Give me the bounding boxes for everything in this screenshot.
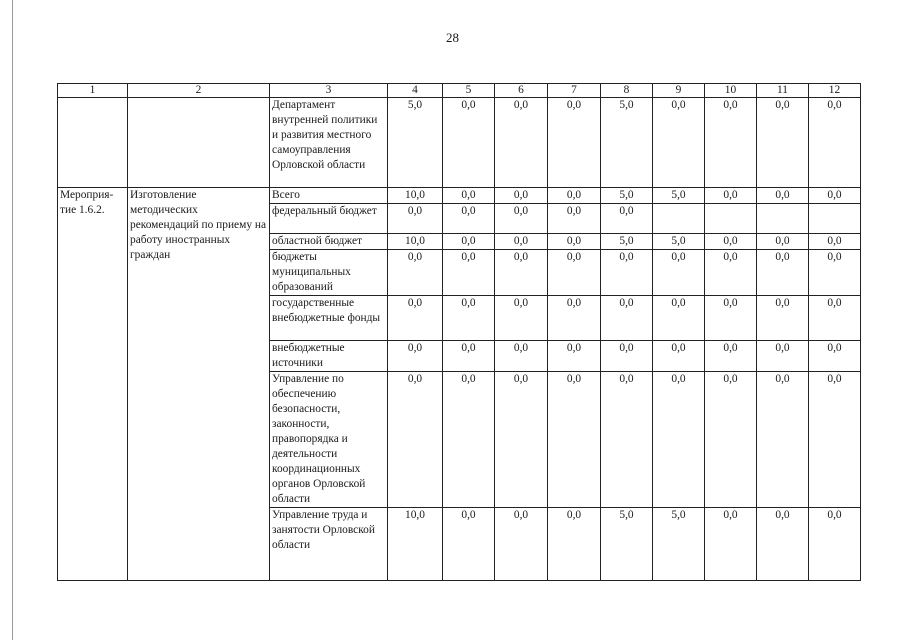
value-cell: 0,0 [757, 250, 809, 296]
value-cell: 5,0 [601, 234, 653, 250]
value-cell: 0,0 [809, 234, 861, 250]
value-cell: 0,0 [601, 372, 653, 508]
value-cell: 0,0 [653, 296, 705, 341]
value-cell: 0,0 [388, 341, 443, 372]
value-cell: 0,0 [388, 204, 443, 234]
measure-name-cell: Изготовление методических рекомендаций по приему на работу иностранных граждан [128, 188, 270, 581]
value-cell: 0,0 [548, 188, 601, 204]
value-cell: 10,0 [388, 234, 443, 250]
value-cell: 0,0 [705, 296, 757, 341]
value-cell: 0,0 [495, 234, 548, 250]
column-header: 12 [809, 84, 861, 98]
value-cell: 0,0 [601, 250, 653, 296]
value-cell [809, 204, 861, 234]
value-cell: 0,0 [495, 341, 548, 372]
column-header: 3 [270, 84, 388, 98]
value-cell: 0,0 [705, 341, 757, 372]
value-cell: 0,0 [757, 296, 809, 341]
value-cell [653, 204, 705, 234]
column-header: 10 [705, 84, 757, 98]
value-cell: 0,0 [809, 250, 861, 296]
value-cell: 0,0 [601, 341, 653, 372]
value-cell: 0,0 [809, 372, 861, 508]
column-header: 2 [128, 84, 270, 98]
value-cell: 0,0 [443, 250, 495, 296]
value-cell [757, 204, 809, 234]
value-cell: 0,0 [388, 250, 443, 296]
funding-source-cell: областной бюджет [270, 234, 388, 250]
value-cell: 0,0 [548, 508, 601, 581]
value-cell: 0,0 [757, 188, 809, 204]
value-cell: 0,0 [388, 296, 443, 341]
value-cell: 5,0 [653, 234, 705, 250]
value-cell: 0,0 [548, 372, 601, 508]
value-cell: 0,0 [653, 98, 705, 188]
value-cell: 0,0 [495, 204, 548, 234]
value-cell: 0,0 [809, 98, 861, 188]
column-header: 11 [757, 84, 809, 98]
value-cell: 0,0 [548, 250, 601, 296]
funding-source-cell: бюджеты муниципальных образований [270, 250, 388, 296]
value-cell: 0,0 [443, 204, 495, 234]
value-cell: 0,0 [705, 372, 757, 508]
column-header: 7 [548, 84, 601, 98]
value-cell: 0,0 [705, 250, 757, 296]
value-cell: 5,0 [653, 508, 705, 581]
value-cell: 0,0 [809, 296, 861, 341]
value-cell: 0,0 [757, 508, 809, 581]
value-cell: 0,0 [705, 234, 757, 250]
column-header: 6 [495, 84, 548, 98]
value-cell: 10,0 [388, 508, 443, 581]
column-header: 5 [443, 84, 495, 98]
value-cell: 0,0 [495, 188, 548, 204]
column-header: 8 [601, 84, 653, 98]
value-cell: 5,0 [653, 188, 705, 204]
value-cell: 0,0 [443, 234, 495, 250]
value-cell: 0,0 [548, 234, 601, 250]
value-cell: 5,0 [388, 98, 443, 188]
column-header: 4 [388, 84, 443, 98]
value-cell: 0,0 [443, 508, 495, 581]
page-number: 28 [446, 30, 459, 45]
column-header: 1 [58, 84, 128, 98]
value-cell: 0,0 [443, 372, 495, 508]
measure-name-cell [128, 98, 270, 188]
value-cell: 0,0 [443, 341, 495, 372]
value-cell: 0,0 [601, 296, 653, 341]
value-cell: 0,0 [495, 372, 548, 508]
value-cell: 0,0 [548, 204, 601, 234]
funding-source-cell: федеральный бюджет [270, 204, 388, 234]
value-cell: 0,0 [443, 188, 495, 204]
funding-source-cell: Управление труда и занятости Орловской области [270, 508, 388, 581]
value-cell: 5,0 [601, 508, 653, 581]
value-cell: 10,0 [388, 188, 443, 204]
value-cell: 0,0 [495, 250, 548, 296]
table-row [58, 188, 861, 204]
value-cell: 0,0 [388, 372, 443, 508]
value-cell: 0,0 [705, 508, 757, 581]
value-cell: 0,0 [757, 98, 809, 188]
value-cell: 0,0 [653, 372, 705, 508]
funding-source-cell: внебюджетные источники [270, 341, 388, 372]
measure-code-cell: Мероприя-тие 1.6.2. [58, 188, 128, 581]
value-cell: 0,0 [495, 98, 548, 188]
funding-source-cell: Управление по обеспечению безопасности, законности, правопорядка и деятельности координационных органов Орловской области [270, 372, 388, 508]
value-cell [705, 204, 757, 234]
value-cell: 0,0 [548, 341, 601, 372]
value-cell: 0,0 [809, 508, 861, 581]
value-cell: 0,0 [443, 98, 495, 188]
measure-code-cell [58, 98, 128, 188]
scan-edge-line [12, 0, 13, 640]
value-cell: 0,0 [601, 204, 653, 234]
value-cell: 0,0 [809, 188, 861, 204]
value-cell: 0,0 [653, 341, 705, 372]
value-cell: 0,0 [705, 188, 757, 204]
column-number-header-row [58, 84, 861, 98]
value-cell: 5,0 [601, 98, 653, 188]
column-header: 9 [653, 84, 705, 98]
value-cell: 0,0 [705, 98, 757, 188]
funding-source-cell: государственные внебюджетные фонды [270, 296, 388, 341]
value-cell: 0,0 [548, 98, 601, 188]
value-cell: 0,0 [495, 508, 548, 581]
value-cell: 0,0 [757, 234, 809, 250]
value-cell: 0,0 [809, 341, 861, 372]
value-cell: 5,0 [601, 188, 653, 204]
value-cell: 0,0 [548, 296, 601, 341]
budget-table [57, 83, 861, 581]
value-cell: 0,0 [653, 250, 705, 296]
value-cell: 0,0 [757, 372, 809, 508]
table-row [58, 98, 861, 188]
value-cell: 0,0 [757, 341, 809, 372]
value-cell: 0,0 [495, 296, 548, 341]
funding-source-cell: Департамент внутренней политики и развития местного самоуправления Орловской области [270, 98, 388, 188]
funding-source-cell: Всего [270, 188, 388, 204]
value-cell: 0,0 [443, 296, 495, 341]
